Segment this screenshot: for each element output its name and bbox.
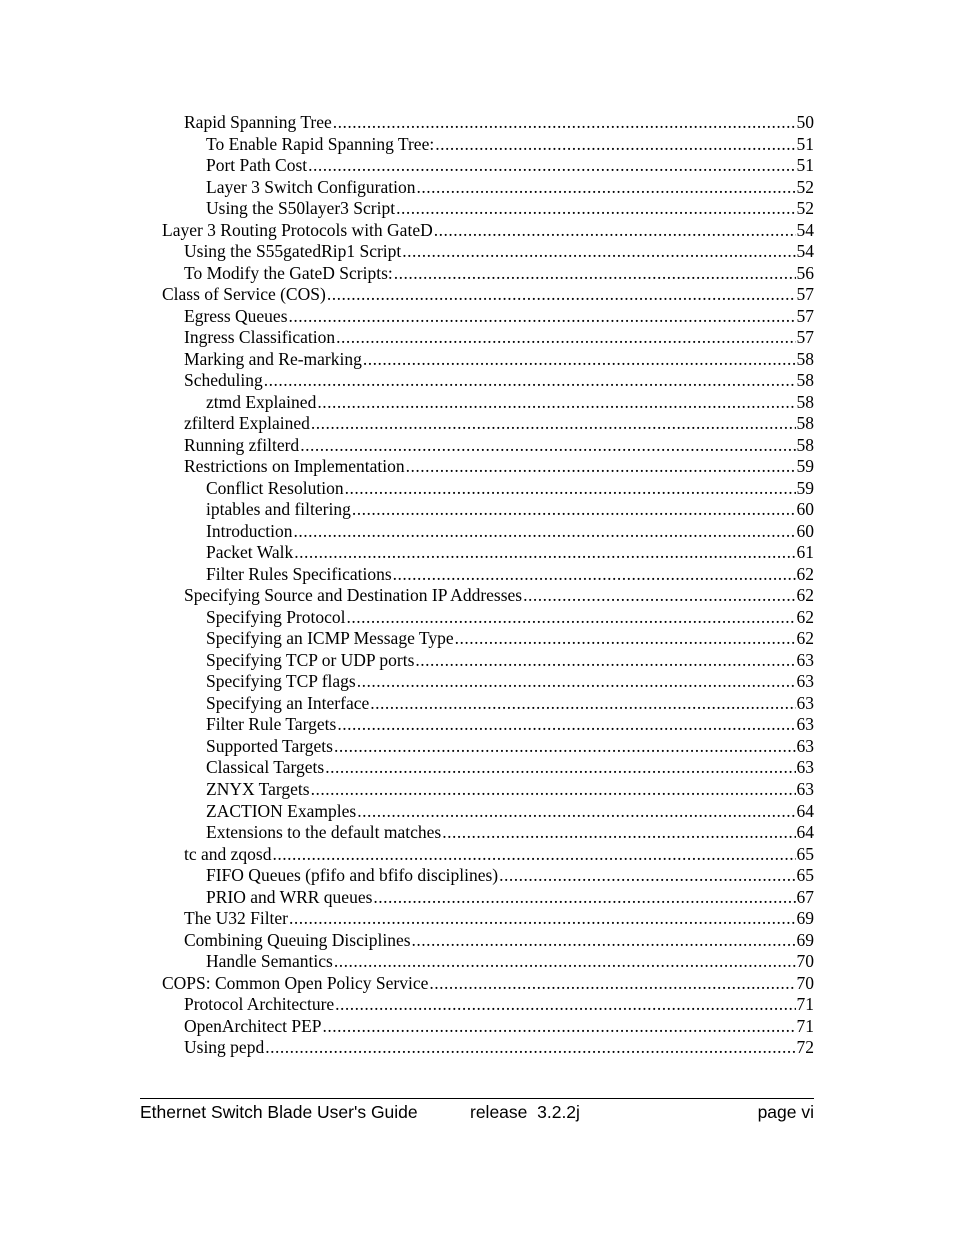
toc-entry[interactable] (162, 736, 814, 758)
toc-entry-title[interactable]: COPS: Common Open Policy Service (162, 972, 429, 993)
toc-dot-leader (265, 1037, 795, 1059)
toc-dot-leader (402, 241, 795, 263)
toc-entry[interactable] (162, 865, 814, 887)
toc-dot-leader (300, 435, 795, 457)
toc-entry-page-number[interactable]: 72 (796, 1037, 814, 1058)
toc-entry-page-number[interactable]: 70 (796, 972, 814, 993)
toc-dot-leader (345, 478, 796, 500)
toc-entry-page-number[interactable]: 58 (796, 434, 814, 455)
toc-entry-title[interactable]: Marking and Re-marking (184, 348, 362, 369)
toc-entry[interactable] (162, 693, 814, 715)
toc-dot-leader (412, 930, 796, 952)
toc-entry[interactable] (162, 220, 814, 242)
toc-entry-title[interactable]: Layer 3 Routing Protocols with GateD (162, 219, 433, 240)
toc-dot-leader (429, 973, 795, 995)
toc-entry-title[interactable]: Rapid Spanning Tree (184, 112, 332, 132)
toc-entry[interactable] (162, 263, 814, 285)
toc-entry-title[interactable]: Port Path Cost (206, 155, 308, 176)
toc-dot-leader (442, 822, 795, 844)
toc-entry[interactable] (162, 973, 814, 995)
toc-entry[interactable] (162, 413, 814, 435)
toc-entry[interactable] (162, 564, 814, 586)
toc-entry-title[interactable]: zfilterd Explained (184, 413, 310, 434)
toc-dot-leader (289, 306, 796, 328)
toc-entry-page-number[interactable]: 59 (796, 477, 814, 498)
toc-entry-title[interactable]: Egress Queues (184, 305, 288, 326)
toc-dot-leader (327, 284, 796, 306)
toc-entry[interactable] (162, 177, 814, 199)
toc-entry-page-number[interactable]: 56 (796, 262, 814, 283)
toc-entry[interactable] (162, 198, 814, 220)
toc-dot-leader (272, 844, 795, 866)
toc-entry-page-number[interactable]: 64 (796, 800, 814, 821)
toc-entry-title[interactable]: PRIO and WRR queues (206, 886, 373, 907)
toc-entry[interactable] (162, 370, 814, 392)
toc-entry-page-number[interactable]: 65 (796, 843, 814, 864)
toc-entry-page-number[interactable]: 62 (796, 606, 814, 627)
toc-entry-page-number[interactable]: 69 (796, 929, 814, 950)
toc-dot-leader (334, 736, 796, 758)
toc-entry[interactable] (162, 908, 814, 930)
toc-entry[interactable] (162, 714, 814, 736)
toc-dot-leader (363, 349, 796, 371)
toc-entry-page-number[interactable]: 60 (796, 520, 814, 541)
toc-entry-title[interactable]: Specifying TCP or UDP ports (206, 649, 415, 670)
toc-entry[interactable] (162, 478, 814, 500)
toc-entry[interactable] (162, 435, 814, 457)
toc-dot-leader (373, 887, 795, 909)
toc-entry[interactable] (162, 585, 814, 607)
toc-entry[interactable] (162, 779, 814, 801)
toc-entry-page-number[interactable]: 54 (796, 241, 814, 262)
toc-entry[interactable] (162, 801, 814, 823)
toc-entry-page-number[interactable]: 58 (796, 391, 814, 412)
toc-entry[interactable] (162, 994, 814, 1016)
toc-entry-title[interactable]: Packet Walk (206, 542, 294, 563)
toc-entry-page-number[interactable]: 62 (796, 563, 814, 584)
toc-dot-leader (317, 392, 795, 414)
toc-entry[interactable] (162, 1016, 814, 1038)
footer-release: release 3.2.2j (470, 1102, 580, 1122)
toc-dot-leader (294, 521, 796, 543)
toc-dot-leader (434, 220, 796, 242)
toc-entry-title[interactable]: Introduction (206, 520, 293, 541)
toc-entry-title[interactable]: Using the S50layer3 Script (206, 198, 396, 219)
toc-entry-title[interactable]: To Modify the GateD Scripts: (184, 262, 393, 283)
toc-entry[interactable] (162, 155, 814, 177)
toc-dot-leader (455, 628, 796, 650)
toc-entry-title[interactable]: Classical Targets (206, 757, 325, 778)
toc-entry-page-number[interactable]: 57 (796, 327, 814, 348)
toc-entry-title[interactable]: tc and zqosd (184, 843, 272, 864)
toc-entry-title[interactable]: Specifying an ICMP Message Type (206, 628, 454, 649)
toc-entry[interactable] (162, 930, 814, 952)
toc-entry-page-number[interactable]: 64 (796, 822, 814, 843)
toc-entry[interactable] (162, 521, 814, 543)
toc-entry-title[interactable]: iptables and filtering (206, 499, 351, 520)
toc-entry-page-number[interactable]: 52 (796, 198, 814, 219)
toc-dot-leader (406, 456, 796, 478)
toc-entry[interactable] (162, 241, 814, 263)
toc-entry[interactable] (162, 112, 814, 134)
toc-dot-leader (333, 112, 796, 134)
toc-entry-title[interactable]: Specifying TCP flags (206, 671, 356, 692)
toc-entry-title[interactable]: Filter Rules Specifications (206, 563, 392, 584)
toc-dot-leader (311, 413, 796, 435)
toc-entry-page-number[interactable]: 51 (796, 133, 814, 154)
toc-entry-page-number[interactable]: 62 (796, 585, 814, 606)
toc-dot-leader (357, 671, 796, 693)
toc-entry[interactable] (162, 951, 814, 973)
toc-entry-page-number[interactable]: 63 (796, 778, 814, 799)
toc-dot-leader (370, 693, 795, 715)
toc-entry[interactable] (162, 671, 814, 693)
toc-dot-leader (335, 994, 795, 1016)
toc-entry-title[interactable]: Running zfilterd (184, 434, 300, 455)
toc-entry-title[interactable]: Supported Targets (206, 735, 333, 756)
footer-page-number: page vi (757, 1102, 814, 1122)
toc-dot-leader (264, 370, 796, 392)
toc-entry-page-number[interactable]: 58 (796, 370, 814, 391)
toc-dot-leader (352, 499, 796, 521)
footer-guide-title: Ethernet Switch Blade User's Guide (140, 1102, 418, 1122)
table-of-contents (162, 112, 814, 1059)
toc-entry[interactable] (162, 822, 814, 844)
toc-entry-page-number[interactable]: 58 (796, 348, 814, 369)
toc-entry[interactable] (162, 327, 814, 349)
toc-entry-page-number[interactable]: 62 (796, 628, 814, 649)
toc-dot-leader (435, 134, 795, 156)
toc-entry-title[interactable]: ztmd Explained (206, 391, 317, 412)
toc-entry[interactable] (162, 284, 814, 306)
toc-dot-leader (325, 757, 795, 779)
toc-dot-leader (394, 263, 796, 285)
toc-entry-page-number[interactable]: 63 (796, 714, 814, 735)
toc-dot-leader (416, 177, 795, 199)
toc-entry[interactable] (162, 456, 814, 478)
toc-dot-leader (396, 198, 795, 220)
toc-dot-leader (347, 607, 796, 629)
toc-dot-leader (337, 714, 795, 736)
toc-entry-page-number[interactable]: 70 (796, 951, 814, 972)
toc-entry-title[interactable]: Conflict Resolution (206, 477, 344, 498)
toc-dot-leader (289, 908, 795, 930)
toc-entry-page-number[interactable]: 52 (796, 176, 814, 197)
toc-entry[interactable] (162, 134, 814, 156)
toc-entry-title[interactable]: Using pepd (184, 1037, 265, 1058)
toc-dot-leader (499, 865, 795, 887)
toc-entry-title[interactable]: Filter Rule Targets (206, 714, 337, 735)
toc-entry-page-number[interactable]: 63 (796, 735, 814, 756)
toc-entry-page-number[interactable]: 63 (796, 757, 814, 778)
toc-entry-page-number[interactable]: 50 (796, 112, 814, 132)
toc-dot-leader (311, 779, 796, 801)
toc-entry-page-number[interactable]: 57 (796, 284, 814, 305)
toc-entry-page-number[interactable]: 63 (796, 671, 814, 692)
toc-entry-title[interactable]: Restrictions on Implementation (184, 456, 405, 477)
toc-entry-title[interactable]: OpenArchitect PEP (184, 1015, 322, 1036)
toc-entry[interactable] (162, 628, 814, 650)
toc-entry-title[interactable]: Extensions to the default matches (206, 822, 442, 843)
toc-entry-title[interactable]: Handle Semantics (206, 951, 333, 972)
toc-entry-title[interactable]: Class of Service (COS) (162, 284, 326, 305)
toc-dot-leader (357, 801, 795, 823)
toc-entry[interactable] (162, 757, 814, 779)
toc-entry-page-number[interactable]: 57 (796, 305, 814, 326)
toc-entry[interactable] (162, 607, 814, 629)
page-footer (140, 1098, 814, 1129)
toc-entry-page-number[interactable]: 58 (796, 413, 814, 434)
toc-entry-title[interactable]: Specifying an Interface (206, 692, 370, 713)
toc-dot-leader (393, 564, 796, 586)
toc-entry[interactable] (162, 1037, 814, 1059)
toc-entry[interactable] (162, 542, 814, 564)
toc-entry-page-number[interactable]: 54 (796, 219, 814, 240)
toc-entry-page-number[interactable]: 60 (796, 499, 814, 520)
toc-entry[interactable] (162, 844, 814, 866)
toc-dot-leader (523, 585, 795, 607)
toc-entry-page-number[interactable]: 67 (796, 886, 814, 907)
toc-entry-title[interactable]: The U32 Filter (184, 908, 289, 929)
toc-entry-title[interactable]: Specifying Source and Destination IP Addresses (184, 585, 523, 606)
toc-dot-leader (336, 327, 795, 349)
toc-dot-leader (415, 650, 795, 672)
toc-entry-page-number[interactable]: 69 (796, 908, 814, 929)
toc-entry[interactable] (162, 349, 814, 371)
toc-entry[interactable] (162, 499, 814, 521)
toc-entry-page-number[interactable]: 59 (796, 456, 814, 477)
toc-entry-title[interactable]: Using the S55gatedRip1 Script (184, 241, 402, 262)
toc-entry-page-number[interactable]: 63 (796, 692, 814, 713)
toc-entry[interactable] (162, 650, 814, 672)
toc-entry-page-number[interactable]: 61 (796, 542, 814, 563)
toc-entry-title[interactable]: ZACTION Examples (206, 800, 357, 821)
toc-entry-page-number[interactable]: 71 (796, 1015, 814, 1036)
toc-entry-title[interactable]: Combining Queuing Disciplines (184, 929, 411, 950)
toc-entry-title[interactable]: Layer 3 Switch Configuration (206, 176, 416, 197)
toc-entry-page-number[interactable]: 71 (796, 994, 814, 1015)
toc-entry-title[interactable]: ZNYX Targets (206, 778, 310, 799)
toc-entry-title[interactable]: Scheduling (184, 370, 263, 391)
toc-entry-title[interactable]: To Enable Rapid Spanning Tree: (206, 133, 435, 154)
toc-dot-leader (308, 155, 795, 177)
toc-entry-page-number[interactable]: 65 (796, 865, 814, 886)
toc-entry-title[interactable]: Ingress Classification (184, 327, 336, 348)
toc-entry[interactable] (162, 887, 814, 909)
toc-dot-leader (294, 542, 795, 564)
toc-entry[interactable] (162, 392, 814, 414)
toc-entry-title[interactable]: FIFO Queues (pfifo and bfifo disciplines) (206, 865, 499, 886)
toc-entry-title[interactable]: Protocol Architecture (184, 994, 335, 1015)
toc-entry-page-number[interactable]: 51 (796, 155, 814, 176)
toc-entry-title[interactable]: Specifying Protocol (206, 606, 346, 627)
toc-entry-page-number[interactable]: 63 (796, 649, 814, 670)
toc-dot-leader (334, 951, 796, 973)
toc-dot-leader (323, 1016, 796, 1038)
toc-entry[interactable] (162, 306, 814, 328)
